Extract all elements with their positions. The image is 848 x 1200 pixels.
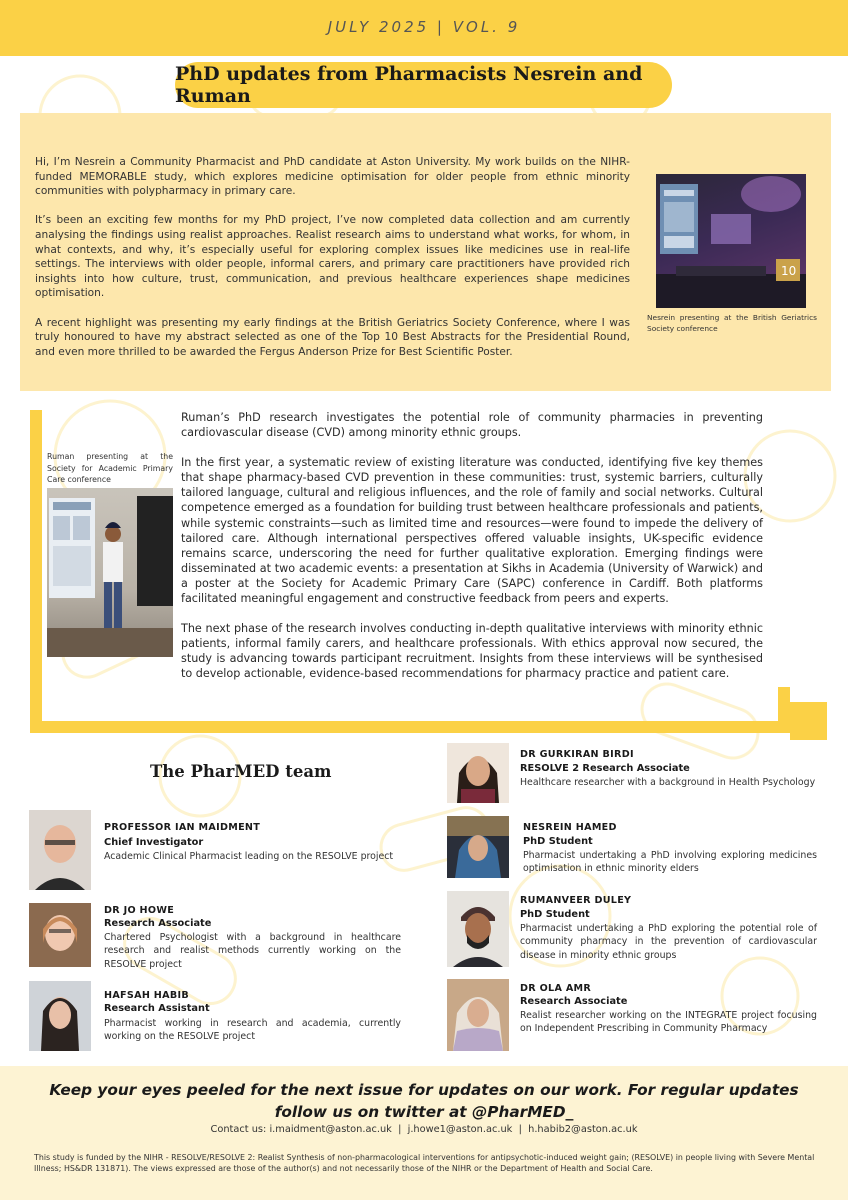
avatar <box>447 979 509 1051</box>
member-name: NESREIN HAMED <box>523 822 617 833</box>
member-description: Pharmacist undertaking a PhD exploring the potential role of community pharmacy in the prevention of cardiovascular disease in minority ethnic groups <box>520 923 817 961</box>
member-role: RESOLVE 2 Research Associate <box>520 763 690 774</box>
nesrein-text <box>35 155 630 374</box>
team-member <box>447 816 817 878</box>
ruman-paragraph: Ruman’s PhD research investigates the potential role of community pharmacies in preventing cardiovascular disease (CVD) among minority ethnic groups. <box>181 411 763 440</box>
member-role: Research Assistant <box>104 1003 210 1014</box>
nesrein-photo-caption: Nesrein presenting at the British Geriatrics Society conference <box>647 313 817 333</box>
ruman-text <box>181 410 763 697</box>
member-name: DR JO HOWE <box>104 905 175 916</box>
footer-funding-statement: This study is funded by the NIHR - RESOLVE/RESOLVE 2: Realist Synthesis of non-pharmacological interventions for antipsychotic-induced weight gain; (RESOLVE) in people living with Severe Mental Illness; HS&DR 131871). The views expressed are those of the author(s) and not necessarily those of the NIHR or the Department of Health and Social Care. <box>34 1153 815 1173</box>
page-title-text: PhD updates from Pharmacists Nesrein and Ruman <box>175 63 643 107</box>
ruman-section <box>40 405 780 705</box>
issue-date: JULY 2025 | VOL. 9 <box>327 18 521 36</box>
member-description: Healthcare researcher with a background in Health Psychology <box>520 777 816 788</box>
bracket-top <box>30 410 40 422</box>
bracket-tail <box>790 702 827 740</box>
member-description: Pharmacist working in research and academia, currently working on the RESOLVE project <box>104 1018 401 1043</box>
footer-cta-line-2: follow us on twitter at @PharMED_ <box>274 1103 574 1121</box>
team-heading: The PharMED team <box>150 762 332 781</box>
nesrein-paragraph: It’s been an exciting few months for my PhD project, I’ve now completed data collection and am currently analysing the findings using realist approaches. Realist research aims to understand what works, for whom, in what contexts, and why, it’s especially useful for exploring complex issues like medicines use in real-life settings. The interviews with older people, informal carers, and primary care practitioners have provided rich insights into how culture, trust, communication, and previous healthcare experiences shape medicines optimisation. <box>35 214 630 300</box>
member-role: PhD Student <box>523 836 593 847</box>
team-member <box>29 810 401 890</box>
ruman-photo-caption: Ruman presenting at the Society for Academic Primary Care conference <box>47 452 173 484</box>
member-description: Academic Clinical Pharmacist leading on the RESOLVE project <box>104 851 394 862</box>
member-role: Research Associate <box>520 996 628 1007</box>
member-name: RUMANVEER DULEY <box>520 895 632 906</box>
team-member <box>29 903 401 968</box>
ruman-conference-photo <box>47 488 173 657</box>
footer <box>0 1066 848 1200</box>
avatar <box>29 981 91 1051</box>
top-banner <box>0 0 848 56</box>
footer-cta-line-1: Keep your eyes peeled for the next issue for updates on our work. For regular updates <box>49 1081 799 1099</box>
team-member <box>29 981 401 1051</box>
nesrein-paragraph: A recent highlight was presenting my early findings at the British Geriatrics Society Conference, where I was truly honoured to have my abstract selected as one of the Top 10 Best Abstracts for the Presidential Round, and even more thrilled to be awarded the Fergus Anderson Prize for Best Scientific Poster. <box>35 316 630 358</box>
team-member <box>447 979 817 1051</box>
nesrein-section <box>20 113 831 391</box>
avatar <box>447 816 509 878</box>
member-role: Research Associate <box>104 918 212 929</box>
member-role: Chief Investigator <box>104 837 204 848</box>
member-role: PhD Student <box>520 909 590 920</box>
svg-text:10: 10 <box>781 264 797 278</box>
avatar <box>447 891 509 967</box>
bracket-bottom <box>30 721 790 733</box>
member-description: Chartered Psychologist with a background in healthcare research and realist methods currently working on the RESOLVE project <box>104 932 401 970</box>
footer-call-to-action <box>30 1079 818 1123</box>
member-name: HAFSAH HABIB <box>104 990 189 1001</box>
member-description: Pharmacist undertaking a PhD involving exploring medicines optimisation in ethnic minority elders <box>523 850 817 875</box>
team-member <box>447 891 817 967</box>
nesrein-conference-photo <box>656 174 806 308</box>
avatar <box>29 810 91 890</box>
team-member <box>447 743 817 803</box>
member-name: DR GURKIRAN BIRDI <box>520 749 634 760</box>
footer-contact: Contact us: i.maidment@aston.ac.uk | j.howe1@aston.ac.uk | h.habib2@aston.ac.uk <box>210 1124 638 1135</box>
ruman-paragraph: The next phase of the research involves conducting in-depth qualitative interviews with minority ethnic patients, informal family carers, and healthcare professionals. With ethics approval now secured, the study is advancing towards participant recruitment. Insights from these interviews will be synthesised to develop actionable, evidence-based recommendations for pharmacy practice and patient care. <box>181 622 763 681</box>
member-name: PROFESSOR IAN MAIDMENT <box>104 822 261 833</box>
nesrein-paragraph: Hi, I’m Nesrein a Community Pharmacist and PhD candidate at Aston University. My work builds on the NIHR-funded MEMORABLE study, which explores medicine optimisation for older people from ethnic minority communities with polypharmacy in primary care. <box>35 156 630 198</box>
ruman-paragraph: In the first year, a systematic review of existing literature was conducted, identifying five key themes that shape pharmacy-based CVD prevention in these communities: trust, systemic barriers, culturally tailored language, cultural and religious influences, and the role of family and social networks. Cultural competence emerged as a foundation for building trust between healthcare professionals and patients, while systemic constraints—such as limited time and resources—were found to impede the delivery of tailored care. Although international perspectives offered valuable insights, UK-specific evidence remains scarce, underscoring the need for further qualitative exploration. Emerging findings were disseminated at two academic events: a presentation at Sikhs in Academia (University of Warwick) and a poster at the Society for Academic Primary Care (SAPC) conference in Cardiff. Both platforms facilitated meaningful engagement and constructive feedback from peers and experts. <box>181 456 763 606</box>
member-name: DR OLA AMR <box>520 983 592 994</box>
avatar <box>447 743 509 803</box>
member-description: Realist researcher working on the INTEGRATE project focusing on Independent Prescribing in Community Pharmacy <box>520 1010 817 1035</box>
page-title <box>175 62 672 108</box>
avatar <box>29 903 91 967</box>
